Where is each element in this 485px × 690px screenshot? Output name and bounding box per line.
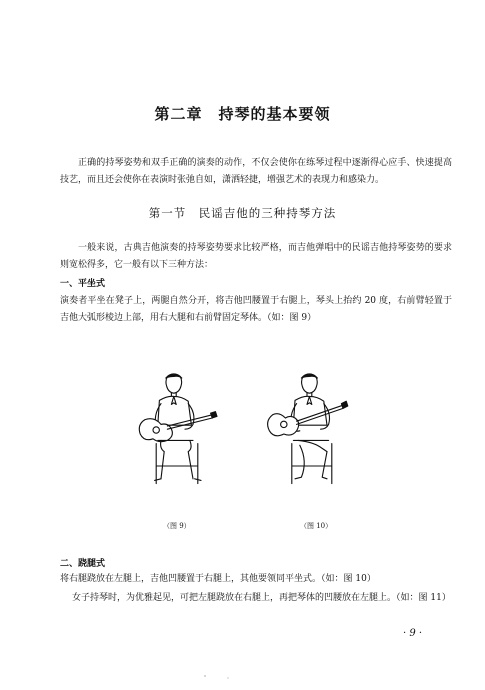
- chapter-title: 第二章 持琴的基本要领: [154, 105, 331, 123]
- figure-10-guitarist-illustration: [252, 370, 362, 490]
- method2-heading: 二、跷腿式: [60, 559, 106, 569]
- page-number: · 9 ·: [403, 628, 423, 639]
- figure-10-caption: （图 10）: [300, 522, 333, 530]
- method2-paragraph-1: 将右腿跷放在左腿上，吉他凹腰置于右腿上，其他要领同平坐式。（如：图 10）: [60, 574, 376, 584]
- section-title: 第一节 民谣吉他的三种持琴方法: [148, 206, 337, 220]
- method1-paragraph: 演奏者平坐在凳子上，两腿自然分开，将吉他凹腰置于右腿上，琴头上抬约 20 度，右前臂轻置于吉他大弧形棱边上部，用右大腿和右前臂固定琴体。（如：图 9）: [60, 296, 452, 323]
- scan-specks: [0, 672, 485, 682]
- figure-9-caption: （图 9）: [163, 522, 191, 530]
- figure-9-guitarist-illustration: [118, 370, 228, 490]
- method1-heading: 一、平坐式: [60, 279, 106, 289]
- section-intro-paragraph: 一般来说，古典吉他演奏的持琴姿势要求比较严格，而吉他弹唱中的民谣吉他持琴姿势的要求则宽松得多，它一般有以下三种方法：: [60, 243, 452, 270]
- intro-paragraph: 正确的持琴姿势和双手正确的演奏的动作，不仅会使你在练琴过程中逐渐得心应手、快速提高技艺，而且还会使你在表演时张弛自如，潇洒轻捷，增强艺术的表现力和感染力。: [60, 158, 452, 185]
- method2-paragraph-2: 女子持琴时，为优雅起见，可把左腿跷放在右腿上，再把琴体的凹腰放在左腿上。（如：图 11）: [72, 593, 451, 603]
